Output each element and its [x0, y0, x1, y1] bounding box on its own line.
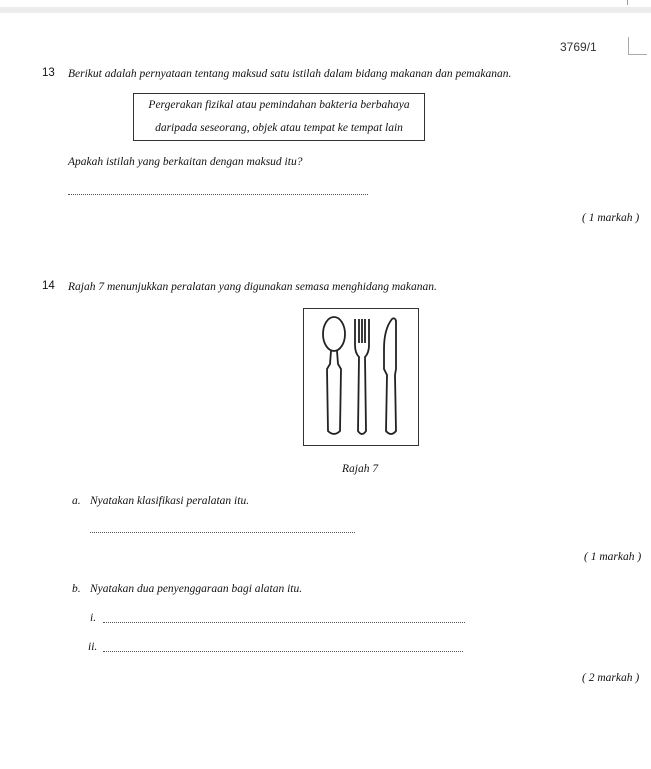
page-edge-line	[627, 0, 628, 5]
part-b-answer-line-ii[interactable]	[103, 651, 463, 652]
q14-number: 14	[42, 280, 55, 292]
figure-caption: Rajah 7	[342, 463, 379, 475]
part-b-text: Nyatakan dua penyenggaraan bagi alatan itu.	[90, 583, 303, 595]
q14-stem: Rajah 7 menunjukkan peralatan yang digunakan semasa menghidang makanan.	[68, 281, 437, 293]
box-line-2: daripada seseorang, objek atau tempat ke tempat lain	[155, 122, 403, 134]
q13-definition-box	[133, 93, 425, 141]
fork-icon	[355, 319, 369, 434]
part-b-item-ii: ii.	[88, 641, 98, 653]
part-a-answer-line[interactable]	[90, 532, 355, 533]
part-b-label: b.	[72, 583, 81, 595]
part-b-marks: ( 2 markah )	[582, 672, 640, 684]
knife-icon	[384, 318, 396, 434]
page-corner-mark	[628, 37, 647, 55]
part-b-item-i: i.	[90, 612, 97, 624]
q13-question: Apakah istilah yang berkaitan dengan maksud itu?	[68, 156, 303, 168]
q13-marks: ( 1 markah )	[582, 212, 640, 224]
part-a-marks: ( 1 markah )	[584, 551, 642, 563]
part-a-text: Nyatakan klasifikasi peralatan itu.	[90, 495, 250, 507]
paper-code: 3769/1	[560, 40, 597, 54]
q13-number: 13	[42, 67, 55, 79]
cutlery-figure	[303, 308, 419, 446]
box-line-1: Pergerakan fizikal atau pemindahan bakteria berbahaya	[148, 99, 410, 111]
spoon-icon	[323, 317, 345, 434]
q13-answer-line[interactable]	[68, 194, 368, 195]
part-a-label: a.	[72, 495, 81, 507]
q13-stem: Berikut adalah pernyataan tentang maksud satu istilah dalam bidang makanan dan pemakanan.	[68, 68, 512, 80]
top-scroll-band	[0, 7, 651, 13]
part-b-answer-line-i[interactable]	[103, 622, 465, 623]
